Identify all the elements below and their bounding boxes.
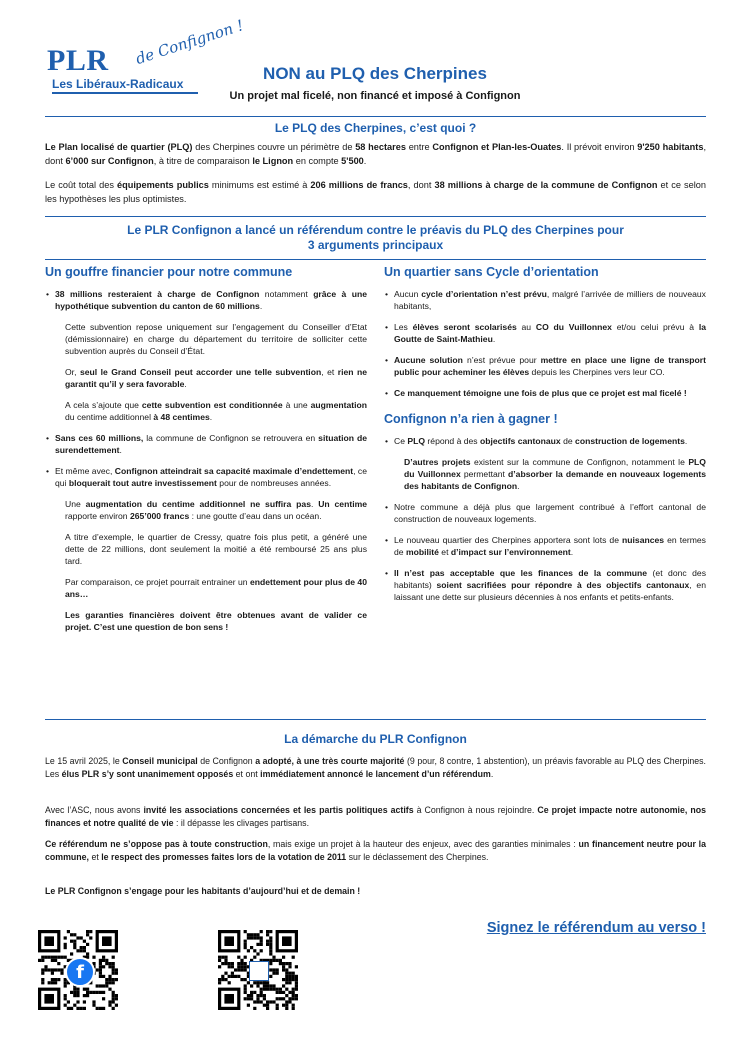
text-run: 206 millions de francs (310, 180, 408, 190)
text-run: sur le déclassement des Cherpines. (346, 852, 489, 862)
text-run: notamment (259, 289, 314, 299)
text-run: Les garanties financières doivent être obtenues avant de valider ce projet. C’est une question de bon sens ! (65, 610, 367, 632)
text-run: Aucun (394, 289, 422, 299)
text-run: pour de nombreuses années. (216, 478, 332, 488)
text-run: , dont (407, 180, 435, 190)
bullet-item (394, 501, 706, 525)
bullet-item (394, 534, 706, 558)
text-run: 58 hectares (355, 142, 406, 152)
demarche-paragraph-3 (45, 838, 706, 864)
text-run: Sans ces 60 millions, (55, 433, 144, 443)
text-run: Le PLR Confignon s’engage pour les habitants d’aujourd’hui et de demain ! (45, 886, 361, 896)
section-title-referendum (45, 223, 706, 253)
text-run: (9 pour, 8 contre, 1 abstention), un préavis favorable au PLQ des Cherpines. Les (45, 756, 707, 779)
page-subtitle: Un projet mal ficelé, non financé et imposé à Confignon (229, 90, 521, 102)
text-run: : il dépasse les clivages partisans. (173, 818, 310, 828)
bullet-item (55, 465, 367, 489)
text-run: Avec l’ASC, nous avons (45, 805, 144, 815)
text-run: à Confignon à nous rejoindre. (413, 805, 538, 815)
section-title-demarche: La démarche du PLR Confignon (284, 732, 467, 746)
text-run: et ce selon les hypothèses les plus optimistes. (45, 180, 706, 204)
text-run: un financement neutre pour la commune, (45, 839, 706, 862)
text-run: , et (321, 367, 338, 377)
divider (45, 216, 706, 217)
text-run: immédiatement annoncé le lancement d’un référendum (260, 769, 491, 779)
text-run: d’impact sur l’environnement (450, 547, 571, 557)
text-run: des Cherpines couvre un périmètre de (192, 142, 356, 152)
bullet-detail (65, 366, 367, 390)
text-run: n’est prévue pour (462, 355, 541, 365)
text-run: de (560, 436, 576, 446)
bullet-item (394, 387, 706, 399)
text-run: A titre d’exemple, le quartier de Cressy, quatre fois plus petit, a généré une dette de 22 millions, dont seulement la moitié a été remboursé 25 ans plus tard. (65, 532, 367, 566)
text-run: équipements publics (116, 180, 209, 190)
bullet-detail (65, 531, 367, 567)
bullet-detail (65, 609, 367, 633)
demarche-paragraph-2 (45, 804, 706, 830)
text-run: . (363, 156, 367, 166)
column-gain-blocks (384, 435, 706, 603)
column-finance-heading: Un gouffre financier pour notre commune (45, 265, 293, 279)
text-run: Un centime (318, 499, 368, 509)
bullet-detail (65, 498, 367, 522)
text-run: 9'250 habitants (637, 142, 704, 152)
column-gain-heading: Confignon n’a rien à gagner ! (384, 412, 558, 426)
column-finance (45, 266, 367, 642)
text-run: , mais exige un projet à la hauteur des enjeux, avec des garanties minimales : (267, 839, 579, 849)
bullet-detail (404, 456, 706, 492)
text-run: depuis les Cherpines vers leur CO. (529, 367, 665, 377)
qr-code-plr[interactable] (218, 930, 298, 1010)
text-run: d’absorber la demande en nouveaux logements des habitants de Confignon (404, 469, 706, 491)
text-run: et (438, 547, 451, 557)
text-run: PLQ (407, 436, 426, 446)
text-run: objectifs cantonaux (480, 436, 561, 446)
bullet-item (394, 567, 706, 603)
text-run: Ce manquement témoigne une fois de plus que ce projet est mal ficelé ! (394, 388, 687, 398)
text-run: et ont (233, 769, 261, 779)
text-run: . (517, 481, 520, 491)
text-run: et (89, 852, 102, 862)
text-run: invité les associations concernées et les partis politiques actifs (143, 805, 414, 815)
text-run: situation de surendettement (55, 433, 367, 455)
text-run: Le nouveau quartier des Cherpines apportera sont lots de (394, 535, 623, 545)
text-run: permettant (460, 469, 509, 479)
text-run: Conseil municipal (122, 756, 198, 766)
text-run: . (684, 436, 688, 446)
text-run: de Confignon (197, 756, 256, 766)
text-run: à une (282, 400, 311, 410)
text-run: 38 millions à charge de la commune de Confignon (434, 180, 658, 190)
text-run: construction de logements (575, 436, 685, 446)
text-run: Aucune solution (394, 355, 463, 365)
text-run: Il n’est pas acceptable que les finances de la commune (394, 568, 648, 578)
text-run: soient sacrifiées pour répondre à des objectifs cantonaux (436, 580, 690, 590)
text-run: . (490, 769, 494, 779)
text-run: mobilité (405, 547, 439, 557)
text-run: . (119, 445, 122, 455)
text-run: la Goutte de Saint-Mathieu (394, 322, 706, 344)
text-run: du centime additionnel (65, 412, 154, 422)
text-run: Le Plan localisé de quartier (PLQ) (45, 142, 193, 152)
logo-script-text: de Confignon ! (133, 16, 246, 68)
text-run: Et même avec, (55, 466, 115, 476)
text-run: la commune de Confignon se retrouvera en (143, 433, 319, 443)
text-run: D’autres projets (404, 457, 471, 467)
text-run: Ce projet impacte notre autonomie, nos finances et notre qualité de vie (45, 805, 706, 828)
text-run: le Lignon (252, 156, 294, 166)
text-run: répond à des (425, 436, 480, 446)
text-run: minimums est estimé à (208, 180, 311, 190)
text-run: , à titre de comparaison (153, 156, 253, 166)
text-run: Confignon atteindrait sa capacité maximale d’endettement (114, 466, 354, 476)
text-run: a adopté, à une très courte majorité (255, 756, 405, 766)
bullet-item (394, 321, 706, 345)
text-run: : une goutte d’eau dans un océan. (189, 511, 322, 521)
text-run: mettre en place une ligne de transport public pour acheminer les élèves (394, 355, 706, 377)
text-run: Notre commune a déjà plus que largement contribué à l’effort cantonal de construction de nouveaux logements. (394, 502, 706, 524)
divider (45, 719, 706, 720)
column-school-heading: Un quartier sans Cycle d’orientation (384, 265, 599, 279)
text-run: en compte (293, 156, 342, 166)
text-run: , ce qui (55, 466, 367, 488)
text-run: Ce référendum ne s’oppose pas à toute construction (45, 839, 268, 849)
text-run: existent sur la commune de Confignon, notamment le (470, 457, 689, 467)
text-run: (et donc des habitants) (394, 568, 706, 590)
bullet-list (45, 288, 367, 633)
text-run: Ce (394, 436, 408, 446)
text-run: seul le Grand Conseil peut accorder une telle subvention (79, 367, 322, 377)
text-run: Une (65, 499, 86, 509)
text-run: Le coût total des (45, 180, 117, 190)
section-plq-paragraph-1 (45, 140, 706, 168)
text-run: rapporte environ (65, 511, 130, 521)
bullet-detail (65, 321, 367, 357)
text-run: augmentation du centime additionnel ne suffira pas (85, 499, 311, 509)
bullet-item (394, 288, 706, 312)
text-run: . (310, 499, 319, 509)
column-finance-blocks (45, 288, 367, 633)
text-run: élus PLR s’y sont unanimement opposés (61, 769, 234, 779)
facebook-icon: f (65, 957, 95, 987)
text-run: , en laissant une dette sur plusieurs décennies à nos enfants et petits-enfants. (394, 580, 706, 602)
text-run: CO du Vuillonnex (535, 322, 612, 332)
bullet-detail (65, 576, 367, 600)
text-run: élèves seront scolarisés (412, 322, 517, 332)
text-run: . (209, 412, 213, 422)
text-run: 6’000 sur Confignon (65, 156, 154, 166)
bullet-list (384, 288, 706, 399)
text-run: . (184, 379, 187, 389)
text-run: grâce à une hypothétique subvention du canton de 60 millions (55, 289, 367, 311)
bullet-detail (65, 399, 367, 423)
demarche-paragraph-1 (45, 755, 706, 781)
text-run: PLQ du Vuillonnex (404, 457, 706, 479)
text-run: à 48 centimes (153, 412, 210, 422)
logo-subtitle: Les Libéraux-Radicaux (52, 77, 184, 91)
divider (45, 259, 706, 260)
section-title-plq: Le PLQ des Cherpines, c’est quoi ? (274, 121, 477, 135)
text-run: le respect des promesses faites lors de la votation de 2011 (101, 852, 347, 862)
bullet-list (384, 435, 706, 603)
demarche-paragraph-4 (45, 885, 706, 898)
text-run: A cela s’ajoute que (65, 400, 142, 410)
text-run: 265’000 francs (129, 511, 190, 521)
text-run: 38 millions resteraient à charge de Confignon (55, 289, 260, 299)
text-run: au (516, 322, 536, 332)
logo-plr-text: PLR (47, 44, 109, 77)
text-run: Par comparaison, ce projet pourrait entrainer un (65, 577, 250, 587)
text-run: rien ne garantit qu’il y sera favorable (65, 367, 367, 389)
bullet-item (55, 288, 367, 312)
text-run: cycle d’orientation n’est prévu (421, 289, 547, 299)
text-run: endettement pour plus de 40 ans… (65, 577, 367, 599)
qr-code-facebook[interactable] (38, 930, 118, 1010)
text-run: Le 15 avril 2025, le (45, 756, 123, 766)
bullet-item (55, 432, 367, 456)
text-run: , dont (45, 142, 706, 166)
text-run: et/ou celui prévu à (611, 322, 699, 332)
sign-referendum-link[interactable]: Signez le référendum au verso ! (486, 920, 706, 936)
section-plq-paragraph-2 (45, 178, 706, 206)
text-run: . (259, 301, 263, 311)
text-run: augmentation (310, 400, 367, 410)
plr-logo-icon (249, 961, 269, 981)
text-run: Cette subvention repose uniquement sur l’engagement du Conseiller d’Etat (démissionnaire) en charge du département du territoire de solliciter cette subvention auprès du Conseil d’État. (65, 322, 367, 356)
bullet-item (394, 354, 706, 378)
text-run: bloquerait tout autre investissement (68, 478, 217, 488)
text-run: en termes de (394, 535, 706, 557)
text-run: Or, (65, 367, 80, 377)
text-run: . (570, 547, 574, 557)
text-run: 5'500 (341, 156, 364, 166)
text-run: nuisances (622, 535, 665, 545)
divider (45, 116, 706, 117)
text-run: entre (405, 142, 433, 152)
column-school-blocks (384, 288, 706, 399)
text-run: cette subvention est conditionnée (141, 400, 283, 410)
page-title: NON au PLQ des Cherpines (263, 64, 487, 83)
section-title-referendum-line-1: Le PLR Confignon a lancé un référendum contre le préavis du PLQ des Cherpines pour (127, 223, 624, 237)
text-run: . (492, 334, 496, 344)
section-title-referendum-line-2: 3 arguments principaux (307, 238, 444, 252)
logo-underline (52, 92, 198, 94)
bullet-item (394, 435, 706, 447)
text-run: . Il prévoit environ (561, 142, 638, 152)
column-school (384, 266, 706, 612)
text-run: Confignon et Plan-les-Ouates (432, 142, 562, 152)
text-run: Les (394, 322, 413, 332)
text-run: , malgré l’arrivée de milliers de nouveaux habitants, (394, 289, 706, 311)
